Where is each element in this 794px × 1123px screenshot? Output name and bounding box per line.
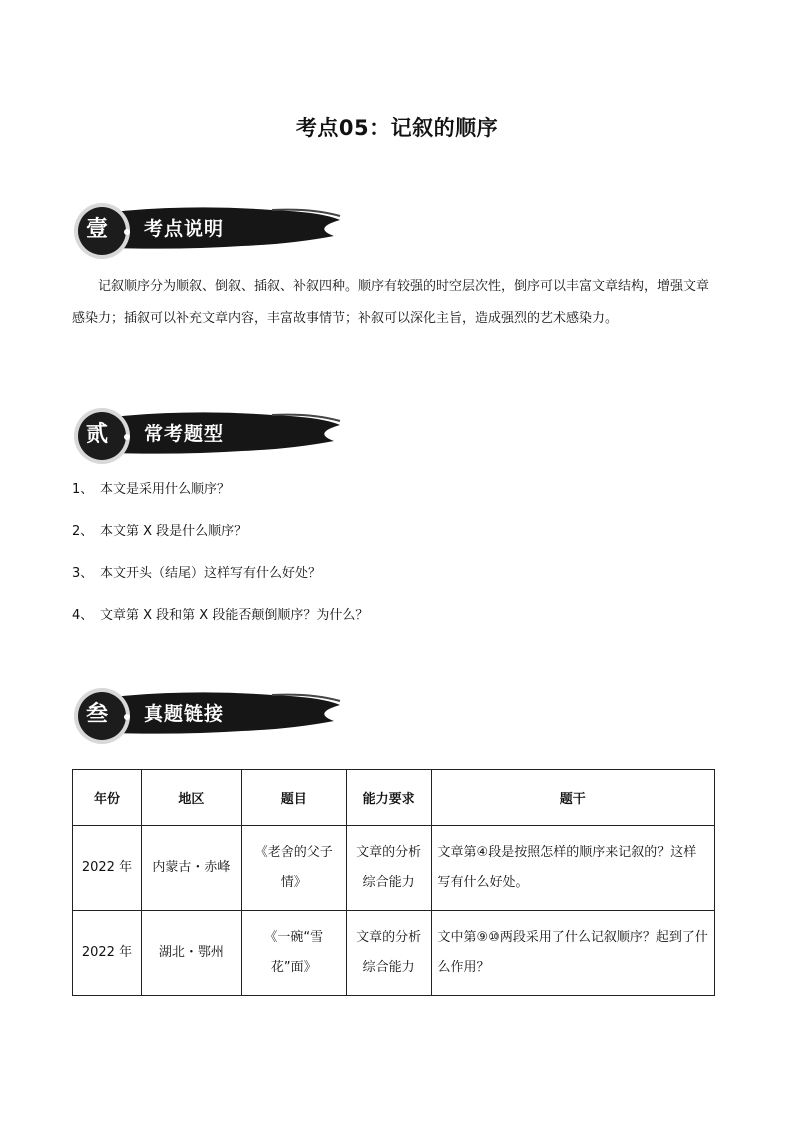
- header-stem: 题干: [431, 770, 714, 826]
- table-row: [73, 826, 715, 911]
- list-item: [72, 518, 368, 560]
- page-title: 考点05：记叙的顺序: [295, 116, 499, 140]
- header-region: 地区: [141, 770, 241, 826]
- question-text: 本文第 X 段是什么顺序？: [100, 524, 248, 539]
- section-title: 考点说明: [144, 218, 225, 240]
- section-header-explanation: [72, 198, 342, 264]
- section-title: 真题链接: [144, 703, 225, 725]
- section-header-exam-links: [72, 683, 342, 749]
- question-number: 2、: [72, 524, 94, 539]
- section-number: 贰: [86, 421, 109, 447]
- question-number: 3、: [72, 566, 94, 581]
- cell-stem: 文章第④段是按照怎样的顺序来记叙的？这样写有什么好处。: [431, 826, 714, 911]
- cell-region: 内蒙古・赤峰: [141, 826, 241, 911]
- cell-topic: 《一碗“雪花”面》: [241, 911, 346, 996]
- cell-region: 湖北・鄂州: [141, 911, 241, 996]
- header-topic: 题目: [241, 770, 346, 826]
- section-title: 常考题型: [144, 423, 225, 445]
- list-item: [72, 476, 368, 518]
- cell-stem: 文中第⑨⑩两段采用了什么记叙顺序？起到了什么作用？: [431, 911, 714, 996]
- header-year: 年份: [73, 770, 142, 826]
- section-number: 叁: [86, 701, 109, 727]
- cell-year: 2022 年: [73, 826, 142, 911]
- section-number: 壹: [86, 216, 109, 242]
- cell-topic: 《老舍的父子情》: [241, 826, 346, 911]
- table-row: [73, 911, 715, 996]
- section-header-question-types: [72, 403, 342, 469]
- question-text: 本文是采用什么顺序？: [100, 482, 231, 497]
- question-number: 1、: [72, 482, 94, 497]
- list-item: [72, 560, 368, 602]
- cell-ability: 文章的分析综合能力: [346, 911, 431, 996]
- list-item: [72, 602, 368, 644]
- question-text: 文章第 X 段和第 X 段能否颠倒顺序？为什么？: [100, 608, 369, 623]
- explanation-paragraph: 记叙顺序分为顺叙、倒叙、插叙、补叙四种。顺序有较强的时空层次性，倒序可以丰富文章结构，增强文章感染力；插叙可以补充文章内容，丰富故事情节；补叙可以深化主旨，造成强烈的艺术感染力。: [72, 279, 710, 326]
- question-list: [72, 476, 368, 644]
- header-ability: 能力要求: [346, 770, 431, 826]
- table-header-row: [73, 770, 715, 826]
- question-number: 4、: [72, 608, 94, 623]
- exam-links-table: [72, 769, 715, 996]
- cell-year: 2022 年: [73, 911, 142, 996]
- question-text: 本文开头（结尾）这样写有什么好处？: [100, 566, 322, 581]
- cell-ability: 文章的分析综合能力: [346, 826, 431, 911]
